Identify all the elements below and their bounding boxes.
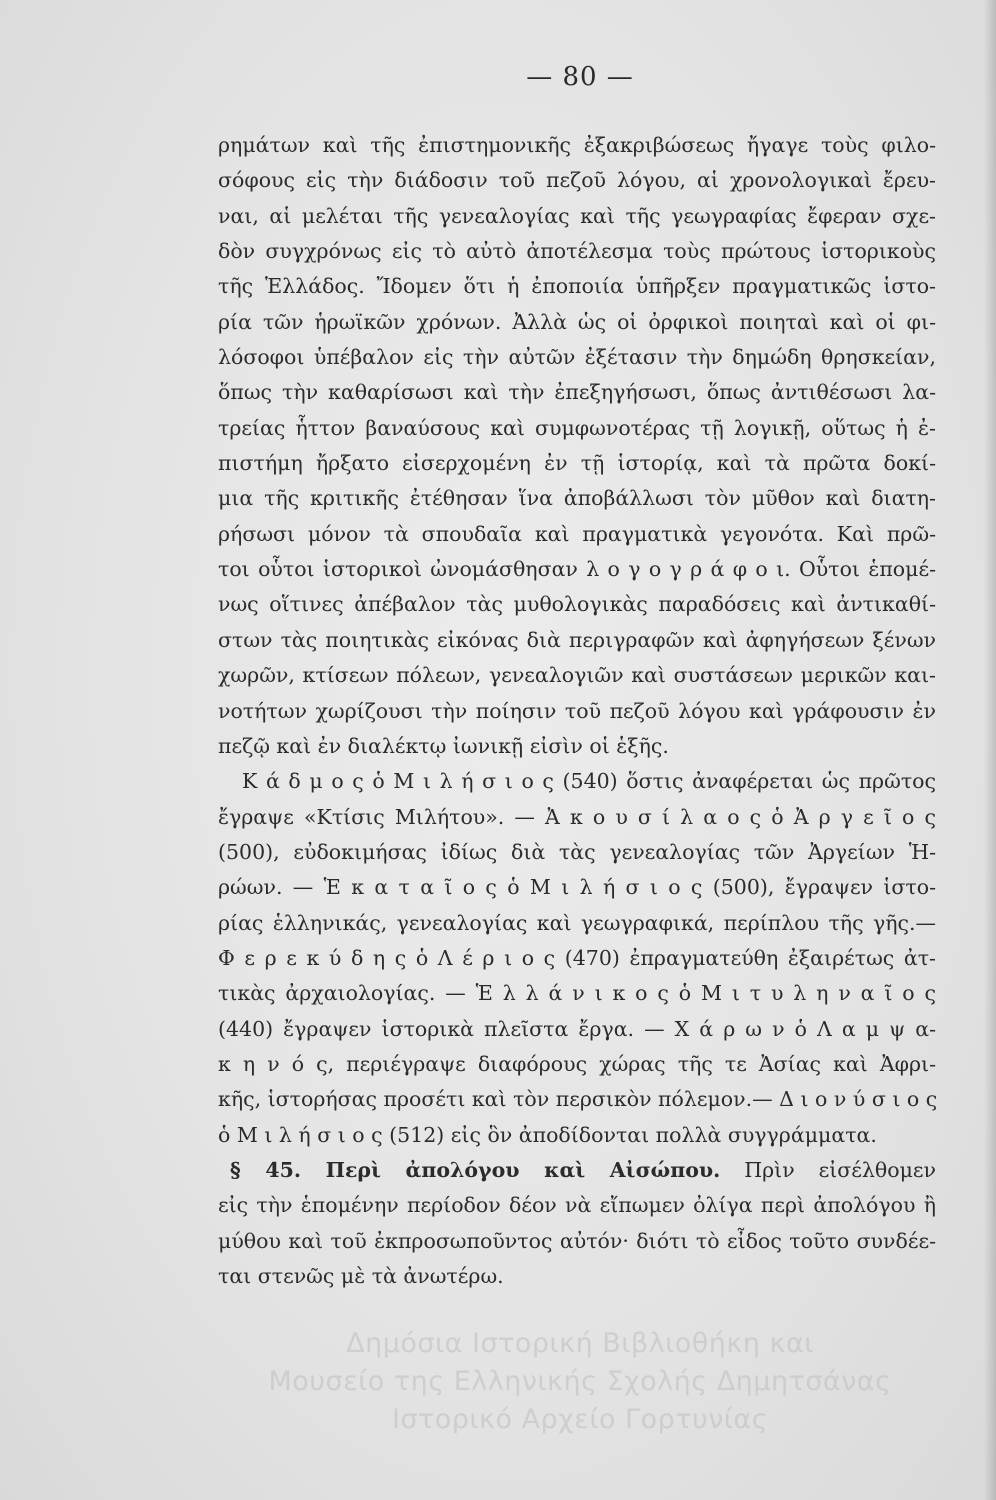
text-line: μια τῆς κριτικῆς ἐτέθησαν ἵνα ἀποβάλλωσι τὸν μῦθον καὶ διατη-: [218, 486, 936, 511]
watermark-line: Δημόσια Ιστορική Βιβλιοθήκη και: [346, 1328, 814, 1359]
text-line: ρήσωσι μόνον τὰ σπουδαῖα καὶ πραγματικὰ γεγονότα. Καὶ πρῶ-: [218, 521, 936, 546]
body-text: [218, 128, 936, 1294]
text-line: (500), εὐδοκιμήσας ἰδίως διὰ τὰς γενεαλογίας τῶν Ἀργείων Ἡ-: [218, 839, 936, 864]
page-number: — 80 —: [526, 62, 634, 92]
text-line: λόσοφοι ὑπέβαλον εἰς τὴν αὐτῶν ἐξέτασιν τὴν δημώδη θρησκείαν,: [218, 345, 936, 370]
watermark-line: Ιστορικό Αρχείο Γορτυνίας: [391, 1404, 769, 1435]
text-line: τρείας ἧττον βαναύσους καὶ συμφωνοτέρας τῇ λογικῇ, οὕτως ἡ ἐ-: [218, 415, 936, 440]
text-line: σόφους εἰς τὴν διάδοσιν τοῦ πεζοῦ λόγου, αἱ χρονολογικαὶ ἔρευ-: [218, 168, 936, 193]
text-line: ρία τῶν ἡρωϊκῶν χρόνων. Ἀλλὰ ὡς οἱ ὀρφικοὶ ποιηταὶ καὶ οἱ φι-: [218, 309, 936, 334]
page-edge-shadow: [984, 0, 996, 1500]
text-line: ρημάτων καὶ τῆς ἐπιστημονικῆς ἐξακριβώσεως ἤγαγε τοὺς φιλο-: [218, 133, 936, 157]
text-line: ἔγραψε «Κτίσις Μιλήτου». — Ἀ κ ο υ σ ί λ α ο ς ὁ Ἀ ρ γ ε ῖ ο ς: [218, 804, 936, 829]
text-line: πεζῷ καὶ ἐν διαλέκτῳ ἰωνικῇ εἰσὶν οἱ ἑξῆς.: [218, 733, 669, 758]
text-line: εἰς τὴν ἑπομένην περίοδον δέον νὰ εἴπωμεν ὀλίγα περὶ ἀπολόγου ἢ: [218, 1193, 936, 1218]
text-line: πιστήμη ἤρξατο εἰσερχομένη ἐν τῇ ἱστορίᾳ, καὶ τὰ πρῶτα δοκί-: [218, 451, 936, 476]
text-line: ναι, αἱ μελέται τῆς γενεαλογίας καὶ τῆς γεωγραφίας ἔφεραν σχε-: [218, 203, 936, 228]
section-line: [218, 1153, 936, 1188]
section-heading: § 45. Περὶ ἀπολόγου καὶ Αἰσώπου.: [230, 1157, 721, 1182]
text-line: Φ ε ρ ε κ ύ δ η ς ὁ Λ έ ρ ι ο ς (470) ἐπραγματεύθη ἐξαιρέτως ἀτ-: [218, 945, 936, 970]
text-line: ται στενῶς μὲ τὰ ἀνωτέρω.: [218, 1264, 504, 1288]
text-line: (440) ἔγραψεν ἱστορικὰ πλεῖστα ἔργα. — Χ ά ρ ω ν ὁ Λ α μ ψ α-: [218, 1016, 936, 1041]
text-line: κ η ν ό ς, περιέγραψε διαφόρους χώρας τῆς τε Ἀσίας καὶ Ἀφρι-: [218, 1051, 936, 1076]
text-line: νως οἵτινες ἀπέβαλον τὰς μυθολογικὰς παραδόσεις καὶ ἀντικαθί-: [218, 592, 936, 617]
text-line: ὁ Μ ι λ ή σ ι ο ς (512) εἰς ὃν ἀποδίδονται πολλὰ συγγράμματα.: [218, 1122, 877, 1147]
section-line-text: Πρὶν εἰσέλθομεν: [720, 1157, 936, 1182]
text-line: κῆς, ἱστορήσας προσέτι καὶ τὸν περσικὸν πόλεμον.— Δ ι ο ν ύ σ ι ο ς: [218, 1087, 938, 1112]
text-line: ὅπως τὴν καθαρίσωσι καὶ τὴν ἐπεξηγήσωσι, ὅπως ἀντιθέσωσι λα-: [218, 380, 936, 405]
watermark-line: Μουσείο της Ελληνικής Σχολής Δημητσάνας: [268, 1366, 892, 1397]
text-line: τοι οὗτοι ἱστορικοὶ ὠνομάσθησαν λ ο γ ο γ ρ ά φ ο ι. Οὗτοι ἑπομέ-: [218, 557, 936, 582]
text-line: ρίας ἑλληνικάς, γενεαλογίας καὶ γεωγραφικά, περίπλου τῆς γῆς.—: [218, 910, 936, 935]
text-line: στων τὰς ποιητικὰς εἰκόνας διὰ περιγραφῶν καὶ ἀφηγήσεων ξένων: [218, 627, 936, 652]
text-line: Κ ά δ μ ο ς ὁ Μ ι λ ή σ ι ο ς (540) ὅστις ἀναφέρεται ὡς πρῶτος: [242, 769, 936, 794]
text-line: τῆς Ἑλλάδος. Ἴδομεν ὅτι ἡ ἐποποιία ὑπῆρξεν πραγματικῶς ἱστο-: [218, 274, 936, 299]
text-line: ρώων. — Ἑ κ α τ α ῖ ο ς ὁ Μ ι λ ή σ ι ο ς (500), ἔγραψεν ἱστο-: [218, 875, 936, 900]
text-line: μύθου καὶ τοῦ ἐκπροσωποῦντος αὐτόν· διότι τὸ εἶδος τοῦτο συνδέε-: [218, 1228, 936, 1253]
text-line: χωρῶν, κτίσεων πόλεων, γενεαλογιῶν καὶ συστάσεων μερικῶν και-: [218, 663, 936, 688]
text-line: δὸν συγχρόνως εἰς τὸ αὐτὸ ἀποτέλεσμα τοὺς πρώτους ἱστορικοὺς: [218, 239, 936, 264]
text-line: νοτήτων χωρίζουσι τὴν ποίησιν τοῦ πεζοῦ λόγου καὶ γράφουσιν ἐν: [218, 698, 936, 723]
text-line: τικὰς ἀρχαιολογίας. — Ἑ λ λ ά ν ι κ ο ς ὁ Μ ι τ υ λ η ν α ῖ ο ς: [218, 981, 936, 1006]
